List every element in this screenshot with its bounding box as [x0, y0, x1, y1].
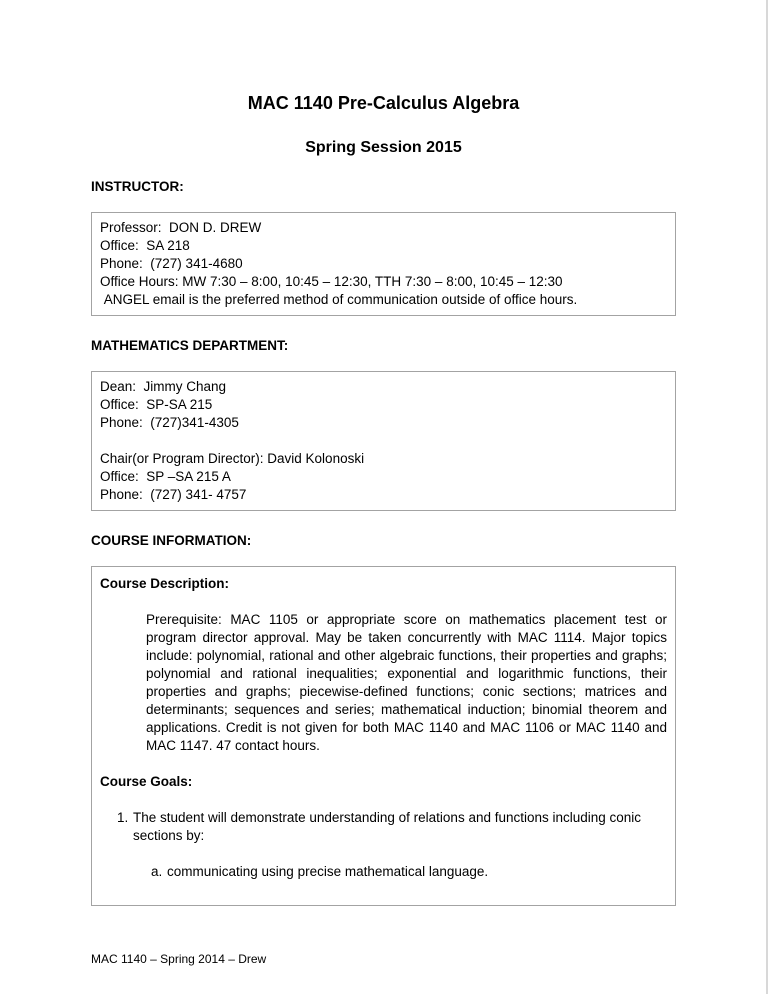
goal-1-text: The student will demonstrate understanding of relations and functions including conic sections by:: [133, 810, 642, 843]
instructor-heading: INSTRUCTOR:: [91, 179, 184, 194]
department-chair-phone-line: Phone: (727) 341- 4757: [100, 487, 247, 502]
course-description-text: Prerequisite: MAC 1105 or appropriate score on mathematics placement test or program director approval. May be taken concurrently with MAC 1114. Major topics include: polynomial, rational and other algebraic functions, their properties and graphs; polynomial and rational inequalities; exponential and logarithmic functions, their properties and graphs; piecewise-defined functions; conic sections; matrices and determinants; sequences and series; mathematical induction; binomial theorem and applications. Credit is not given for both MAC 1140 and MAC 1106 or MAC 1140 and MAC 1147. 47 contact hours.: [146, 612, 667, 753]
instructor-professor-line: Professor: DON D. DREW: [100, 220, 262, 235]
department-dean-office-line: Office: SP-SA 215: [100, 397, 213, 412]
department-chair-line: Chair(or Program Director): David Kolonoski: [100, 451, 365, 466]
instructor-phone-line: Phone: (727) 341-4680: [100, 256, 243, 271]
department-heading: MATHEMATICS DEPARTMENT:: [91, 338, 289, 353]
course-description-heading: Course Description:: [100, 576, 230, 591]
department-dean-phone-line: Phone: (727)341-4305: [100, 415, 239, 430]
course-info-box: [91, 566, 676, 906]
goal-1-number: 1.: [117, 810, 129, 825]
document-subtitle: Spring Session 2015: [305, 139, 462, 156]
instructor-office-hours-line: Office Hours: MW 7:30 – 8:00, 10:45 – 12:30, TTH 7:30 – 8:00, 10:45 – 12:30: [100, 274, 563, 289]
course-goal-item-1a: [100, 863, 667, 881]
department-box: [91, 371, 676, 511]
course-goals-heading: Course Goals:: [100, 774, 193, 789]
instructor-email-note-line: ANGEL email is the preferred method of communication outside of office hours.: [100, 292, 578, 307]
course-info-heading: COURSE INFORMATION:: [91, 533, 252, 548]
page-footer: MAC 1140 – Spring 2014 – Drew: [91, 952, 267, 966]
course-goal-item-1: [100, 809, 667, 845]
department-chair-office-line: Office: SP –SA 215 A: [100, 469, 231, 484]
document-title: MAC 1140 Pre-Calculus Algebra: [247, 93, 520, 113]
instructor-office-line: Office: SA 218: [100, 238, 190, 253]
department-dean-line: Dean: Jimmy Chang: [100, 379, 227, 394]
goal-1a-text: communicating using precise mathematical language.: [167, 864, 489, 879]
department-blank-line: [100, 432, 667, 450]
instructor-box: [91, 212, 676, 316]
goal-1a-letter: a.: [151, 864, 163, 879]
